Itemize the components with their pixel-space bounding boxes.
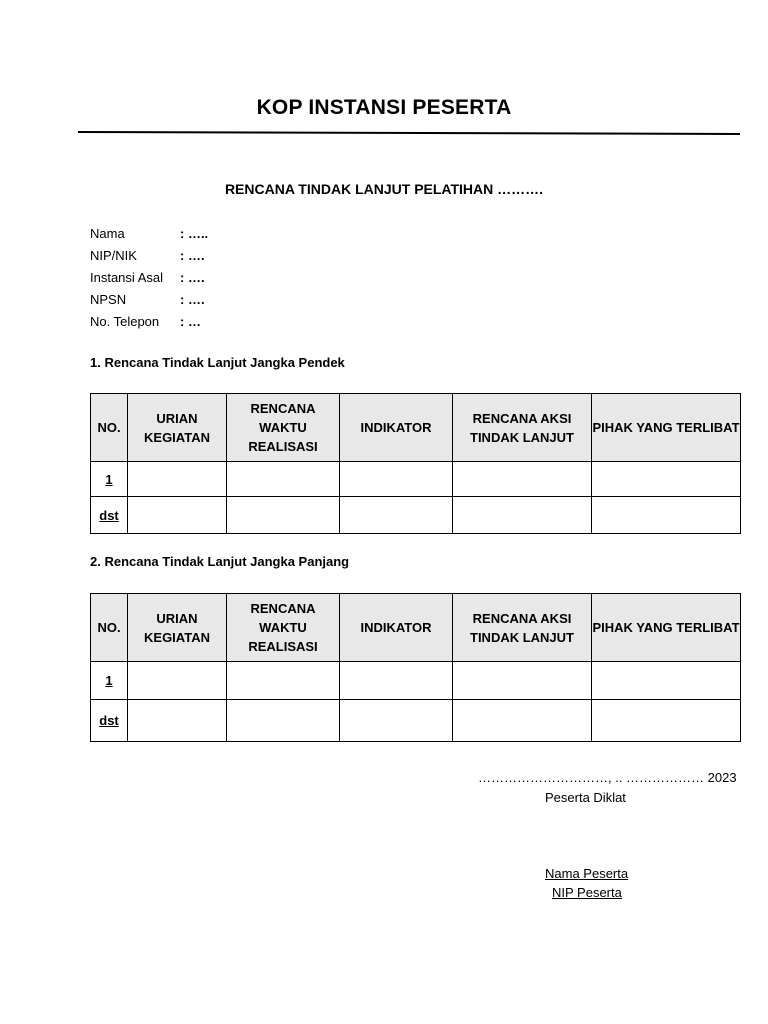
signature-place-date: …………………………, .. ……………… 2023 xyxy=(478,770,737,785)
header-pihak-terlibat: PIHAK YANG TERLIBAT xyxy=(592,394,741,462)
row-number: 1 xyxy=(91,462,128,497)
identity-label: No. Telepon xyxy=(90,314,160,329)
header-divider xyxy=(78,131,740,135)
identity-value: : …. xyxy=(180,270,205,285)
header-no: NO. xyxy=(91,594,128,662)
identity-value: : ….. xyxy=(180,226,209,241)
table-cell xyxy=(453,700,592,742)
table-cell xyxy=(128,662,227,700)
signature-name: Nama Peserta xyxy=(545,866,629,881)
header-rencana-waktu: RENCANA WAKTU REALISASI xyxy=(227,594,340,662)
document-title: RENCANA TINDAK LANJUT PELATIHAN ………. xyxy=(224,181,544,197)
table-cell xyxy=(128,700,227,742)
long-term-table xyxy=(90,593,741,742)
identity-row-nama xyxy=(90,223,208,245)
table-cell xyxy=(128,462,227,497)
row-number: dst xyxy=(91,700,128,742)
header-rencana-aksi: RENCANA AKSI TINDAK LANJUT xyxy=(453,594,592,662)
table-cell xyxy=(592,662,741,700)
signature-nip: NIP Peserta xyxy=(552,885,622,900)
table-cell xyxy=(453,462,592,497)
short-term-table xyxy=(90,393,741,534)
table-cell xyxy=(453,497,592,534)
table-cell xyxy=(340,462,453,497)
identity-value: : …. xyxy=(180,248,205,263)
identity-value: : … xyxy=(180,314,201,329)
header-rencana-waktu: RENCANA WAKTU REALISASI xyxy=(227,394,340,462)
header-urian-kegiatan: URIAN KEGIATAN xyxy=(128,394,227,462)
table-cell xyxy=(592,700,741,742)
header-urian-kegiatan: URIAN KEGIATAN xyxy=(128,594,227,662)
row-number: 1 xyxy=(91,662,128,700)
table-cell xyxy=(592,462,741,497)
row-number: dst xyxy=(91,497,128,534)
identity-row-npsn xyxy=(90,289,208,311)
table-cell xyxy=(453,662,592,700)
table-row xyxy=(91,700,741,742)
table-cell xyxy=(227,662,340,700)
section-title-short-term: 1. Rencana Tindak Lanjut Jangka Pendek xyxy=(90,355,345,370)
table-row xyxy=(91,462,741,497)
identity-block xyxy=(90,223,208,333)
section-title-long-term: 2. Rencana Tindak Lanjut Jangka Panjang xyxy=(90,554,350,569)
identity-label: NPSN xyxy=(90,292,127,307)
identity-label: NIP/NIK xyxy=(90,248,137,263)
table-cell xyxy=(340,700,453,742)
table-cell xyxy=(227,700,340,742)
identity-row-telepon xyxy=(90,311,208,333)
table-row xyxy=(91,497,741,534)
header-indikator: INDIKATOR xyxy=(340,394,453,462)
identity-label: Nama xyxy=(90,226,125,241)
kop-title: KOP INSTANSI PESERTA xyxy=(256,96,512,119)
header-pihak-terlibat: PIHAK YANG TERLIBAT xyxy=(592,594,741,662)
identity-label: Instansi Asal xyxy=(90,270,163,285)
header-no: NO. xyxy=(91,394,128,462)
identity-row-nip xyxy=(90,245,208,267)
table-cell xyxy=(128,497,227,534)
header-rencana-aksi: RENCANA AKSI TINDAK LANJUT xyxy=(453,394,592,462)
table-cell xyxy=(227,462,340,497)
table-cell xyxy=(340,497,453,534)
table-row xyxy=(91,662,741,700)
identity-row-instansi xyxy=(90,267,208,289)
table-header-row xyxy=(91,394,741,462)
table-cell xyxy=(227,497,340,534)
table-header-row xyxy=(91,594,741,662)
identity-value: : …. xyxy=(180,292,205,307)
header-indikator: INDIKATOR xyxy=(340,594,453,662)
table-cell xyxy=(592,497,741,534)
table-cell xyxy=(340,662,453,700)
signature-role: Peserta Diklat xyxy=(545,790,626,805)
